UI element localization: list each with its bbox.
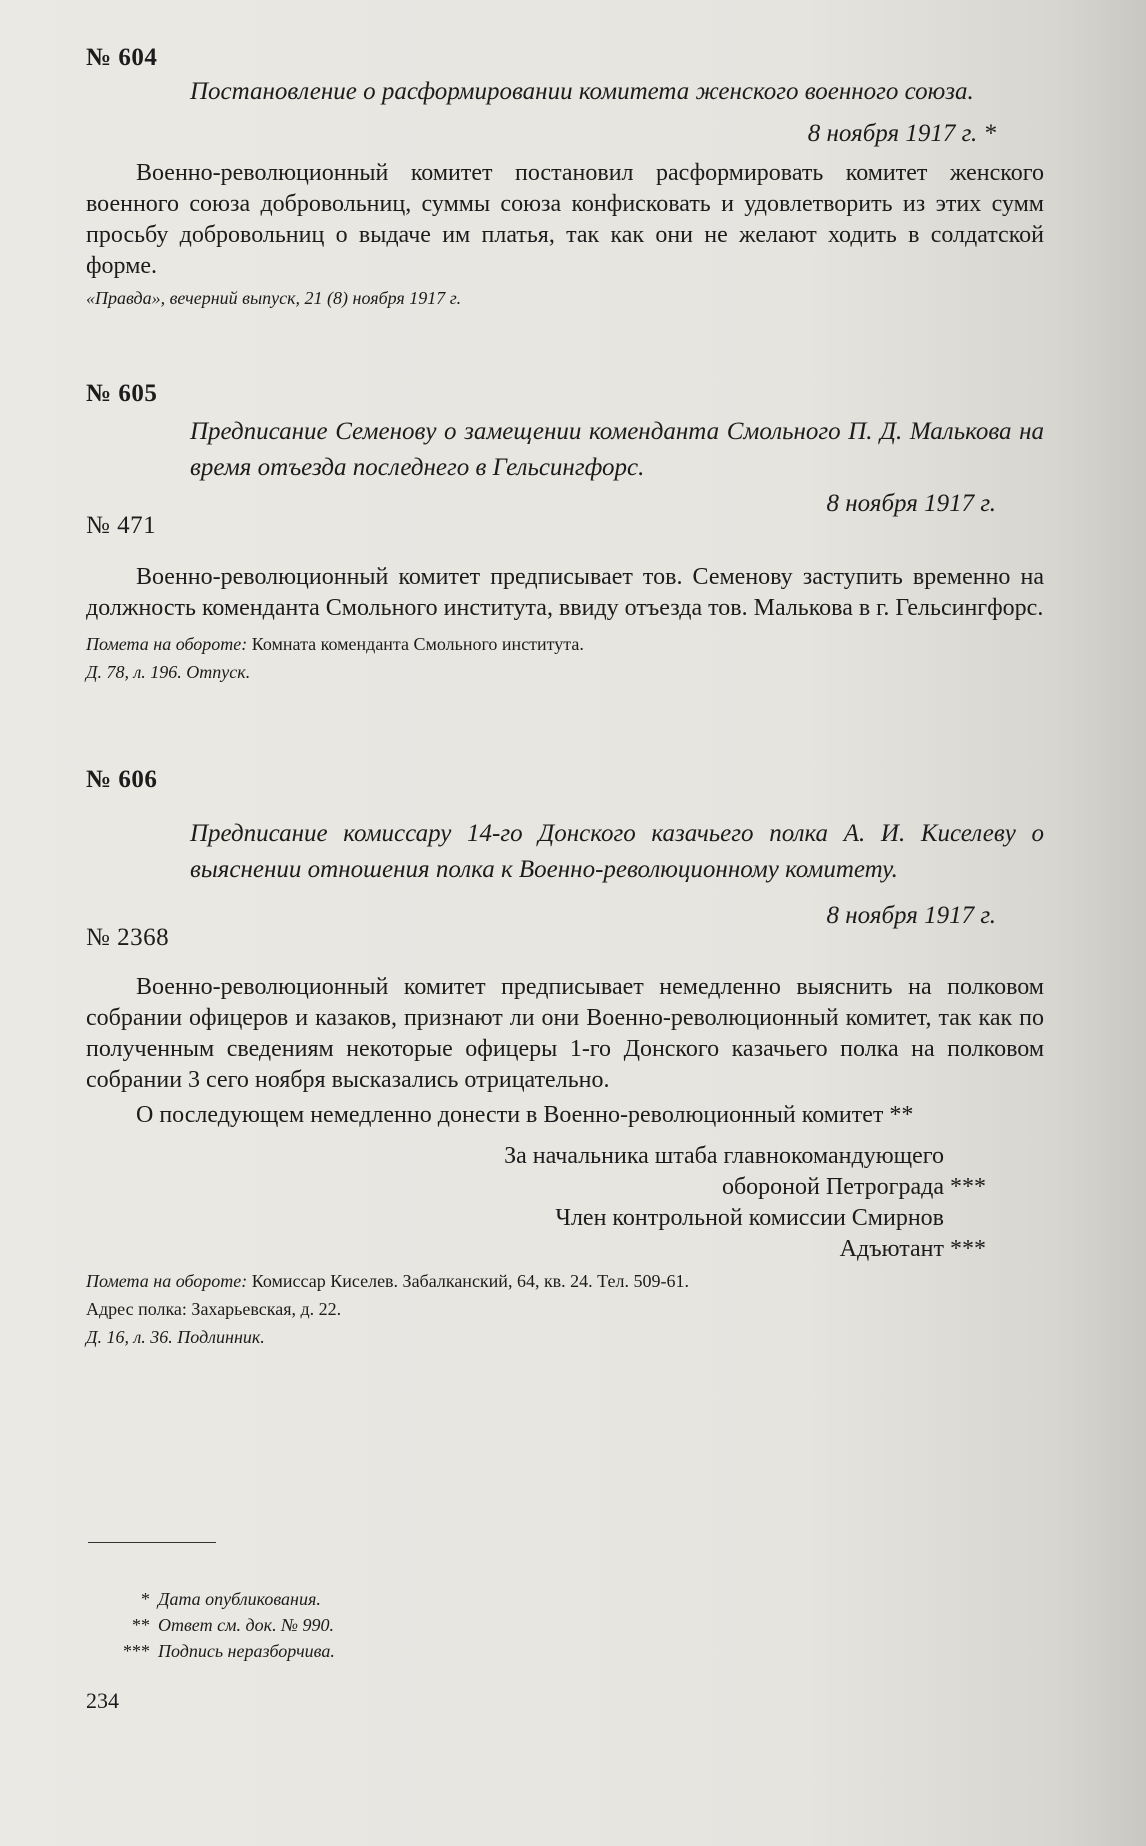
footnote-rule	[88, 1542, 216, 1543]
footnote-text: Подпись неразборчива.	[158, 1641, 335, 1661]
doc-number: № 606	[86, 766, 158, 793]
signature-line-4: Адъютант ***	[839, 1236, 986, 1262]
doc-note	[86, 630, 1044, 658]
footnote	[86, 1638, 1044, 1664]
signature-line-2: обороной Петрограда ***	[721, 1174, 986, 1200]
footnotes	[86, 1586, 1044, 1664]
doc-outgoing-number: № 2368	[86, 924, 170, 951]
page-number: 234	[86, 1688, 119, 1713]
doc-meta-row	[86, 902, 1044, 951]
footnote-text: Ответ см. док. № 990.	[158, 1615, 335, 1635]
doc-title: Предписание Семенову о замещении коменданта Смольного П. Д. Малькова на время отъезда последнего в Гельсингфорс.	[190, 418, 1044, 481]
doc-title: Постановление о расформировании комитета женского военного союза.	[190, 78, 974, 105]
doc-source: «Правда», вечерний выпуск, 21 (8) ноября 1917 г.	[86, 288, 462, 308]
doc-title: Предписание комиссару 14-го Донского казачьего полка А. И. Киселеву о выяснении отношения полка к Военно-революционному комитету.	[190, 820, 1044, 883]
doc-body-2: О последующем немедленно донести в Военно-революционный комитет **	[136, 1102, 914, 1128]
doc-604	[86, 44, 1044, 312]
doc-archive: Д. 16, л. 36. Подлинник.	[86, 1327, 265, 1347]
doc-outgoing-number: № 471	[86, 512, 157, 539]
footnote-text: Дата опубликования.	[158, 1589, 321, 1609]
doc-number: № 604	[86, 44, 158, 71]
doc-body: Военно-революционный комитет предписывает немедленно выяснить на полковом собрании офицеров и казаков, признают ли они Военно-революционный комитет, так как по полученным сведениям некоторые офицеры 1-го Донского казачьего полка на полковом собрании 3 сего ноября высказались отрицательно.	[86, 974, 1044, 1093]
note-text: Комната коменданта Смольного института.	[251, 634, 584, 654]
doc-address: Адрес полка: Захарьевская, д. 22.	[86, 1299, 342, 1319]
footnote-mark: ***	[123, 1641, 150, 1661]
footnote-mark: *	[141, 1589, 150, 1609]
doc-date: 8 ноября 1917 г.	[826, 902, 996, 929]
doc-date: 8 ноября 1917 г.	[826, 490, 996, 517]
footnote-mark: **	[132, 1615, 150, 1635]
signature-line-1: За начальника штаба главнокомандующего	[504, 1143, 944, 1169]
doc-archive: Д. 78, л. 196. Отпуск.	[86, 662, 251, 682]
signature-line-3: Член контрольной комиссии Смирнов	[555, 1205, 944, 1231]
footnote	[86, 1612, 1044, 1638]
note-text: Комиссар Киселев. Забалканский, 64, кв. 24. Тел. 509-61.	[251, 1271, 689, 1291]
note-label: Помета на обороте:	[86, 1271, 248, 1291]
doc-605	[86, 380, 1044, 686]
doc-606	[86, 766, 1044, 1351]
doc-number: № 605	[86, 380, 158, 407]
doc-body: Военно-революционный комитет постановил расформировать комитет женского военного союза добровольниц, суммы союза конфисковать и удовлетворить из этих сумм просьбу добровольниц о выдаче им платья, так как они не желают ходить в солдатской форме.	[86, 160, 1044, 279]
doc-body: Военно-революционный комитет предписывает тов. Семенову заступить временно на должность коменданта Смольного института, ввиду отъезда тов. Малькова в г. Гельсингфорс.	[86, 564, 1044, 621]
note-label: Помета на обороте:	[86, 634, 248, 654]
doc-note	[86, 1267, 1044, 1295]
doc-meta-row	[86, 490, 1044, 539]
doc-date: 8 ноября 1917 г. *	[807, 120, 996, 147]
footnote	[86, 1586, 1044, 1612]
